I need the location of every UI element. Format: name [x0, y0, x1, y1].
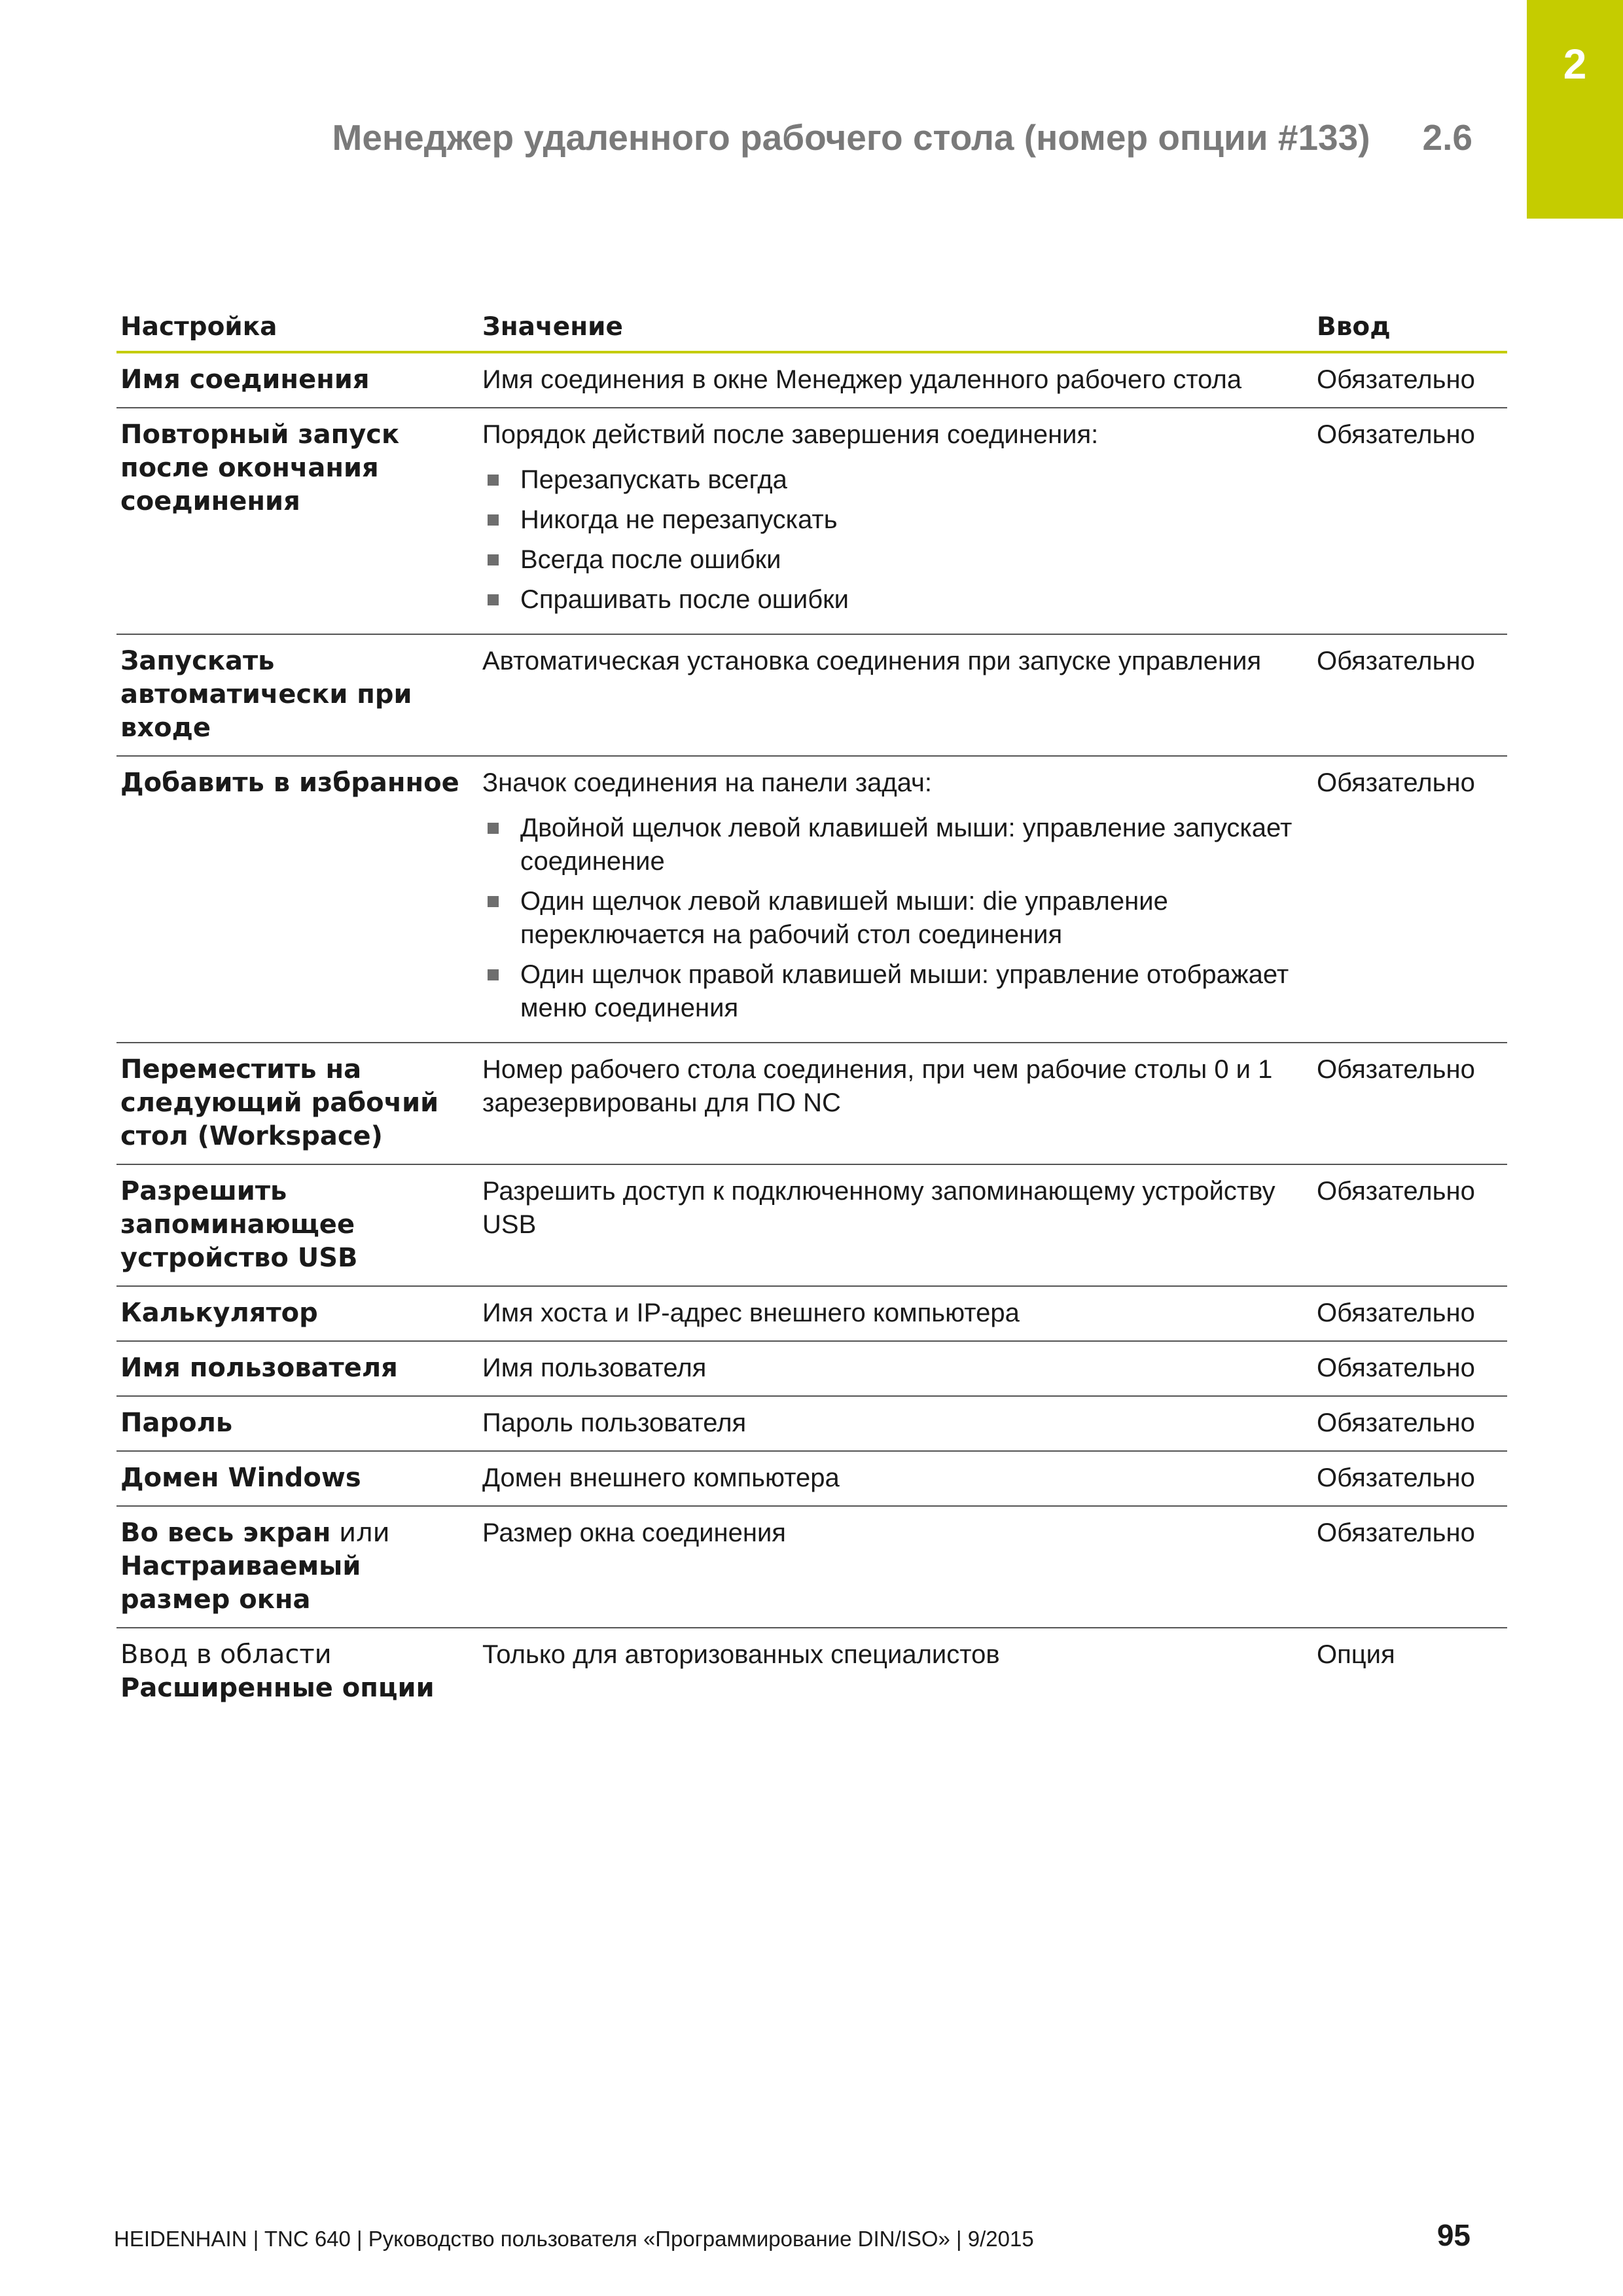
entry-cell: Обязательно: [1313, 1341, 1507, 1396]
value-cell: Пароль пользователя: [478, 1396, 1313, 1451]
setting-cell: Калькулятор: [116, 1286, 478, 1341]
settings-table: [116, 304, 1507, 1715]
setting-cell: Запускать автоматически при входе: [116, 634, 478, 756]
bullet-item: Перезапускать всегда: [482, 463, 1309, 497]
entry-cell: Обязательно: [1313, 1043, 1507, 1164]
setting-cell: Пароль: [116, 1396, 478, 1451]
setting-option-fullscreen: Во весь экран: [120, 1518, 331, 1548]
table-row: [116, 1043, 1507, 1164]
running-header: [196, 117, 1472, 158]
value-cell: [478, 408, 1313, 634]
bullet-item: Один щелчок левой клавишей мыши: die управление переключается на рабочий стол соединения: [482, 885, 1309, 952]
setting-option-custom-size: Настраиваемый размер окна: [120, 1551, 361, 1615]
table-row: [116, 1451, 1507, 1506]
value-cell: Автоматическая установка соединения при запуске управления: [478, 634, 1313, 756]
entry-cell: Опция: [1317, 1640, 1395, 1669]
value-cell: [478, 756, 1313, 1043]
header-title: Менеджер удаленного рабочего стола (номер опции #133): [332, 117, 1370, 158]
column-header-entry: Ввод: [1313, 304, 1507, 352]
table-row: [116, 352, 1507, 408]
column-header-setting: Настройка: [116, 304, 478, 352]
entry-cell: Обязательно: [1313, 634, 1507, 756]
setting-cell: Добавить в избранное: [116, 756, 478, 1043]
entry-cell: Обязательно: [1313, 1451, 1507, 1506]
value-cell: Размер окна соединения: [478, 1506, 1313, 1628]
bullet-list: [482, 812, 1309, 1025]
table-row: [116, 1286, 1507, 1341]
setting-cell: Домен Windows: [116, 1451, 478, 1506]
entry-cell: Обязательно: [1313, 756, 1507, 1043]
table-row: [116, 634, 1507, 756]
entry-cell: Обязательно: [1313, 1506, 1507, 1628]
value-cell: Имя пользователя: [478, 1341, 1313, 1396]
value-text: Порядок действий после завершения соединения:: [482, 420, 1099, 449]
entry-cell: Обязательно: [1313, 1396, 1507, 1451]
value-cell: Номер рабочего стола соединения, при чем рабочие столы 0 и 1 зарезервированы для ПО NC: [478, 1043, 1313, 1164]
bullet-item: Один щелчок правой клавишей мыши: управление отображает меню соединения: [482, 958, 1309, 1025]
table-row: [116, 408, 1507, 634]
table-row: [116, 1628, 1507, 1715]
value-cell: Имя хоста и IP-адрес внешнего компьютера: [478, 1286, 1313, 1341]
setting-cell: Разрешить запоминающее устройство USB: [116, 1164, 478, 1286]
table-row: [116, 1396, 1507, 1451]
value-cell: Разрешить доступ к подключенному запоминающему устройству USB: [478, 1164, 1313, 1286]
table-header-row: [116, 304, 1507, 352]
value-cell: Домен внешнего компьютера: [478, 1451, 1313, 1506]
chapter-tab: [1527, 0, 1623, 219]
setting-connector-or: или: [330, 1518, 390, 1548]
section-number: 2.6: [1422, 117, 1472, 158]
entry-cell: Обязательно: [1313, 352, 1507, 408]
page-footer: HEIDENHAIN | TNC 640 | Руководство пользователя «Программирование DIN/ISO» | 9/2015: [114, 2227, 1034, 2251]
page-number: 95: [1436, 2218, 1471, 2252]
value-text: Значок соединения на панели задач:: [482, 768, 933, 797]
setting-cell: Переместить на следующий рабочий стол (Workspace): [116, 1043, 478, 1164]
setting-cell: [116, 1628, 478, 1715]
entry-cell: Обязательно: [1313, 1286, 1507, 1341]
bullet-item: Двойной щелчок левой клавишей мыши: управление запускает соединение: [482, 812, 1309, 878]
value-cell: Имя соединения в окне Менеджер удаленного рабочего стола: [478, 352, 1313, 408]
bullet-list: [482, 463, 1309, 617]
setting-cell: Повторный запуск после окончания соединения: [116, 408, 478, 634]
setting-advanced-options: Расширенные опции: [120, 1673, 435, 1703]
table-row: [116, 1164, 1507, 1286]
chapter-number: 2: [1563, 41, 1587, 88]
table-row: [116, 756, 1507, 1043]
bullet-item: Никогда не перезапускать: [482, 503, 1309, 537]
bullet-item: Всегда после ошибки: [482, 543, 1309, 577]
entry-cell: Обязательно: [1313, 408, 1507, 634]
bullet-item: Спрашивать после ошибки: [482, 583, 1309, 617]
setting-prefix: Ввод в области: [120, 1640, 332, 1670]
setting-cell: Имя пользователя: [116, 1341, 478, 1396]
value-cell: Только для авторизованных специалистов: [482, 1640, 1000, 1669]
table-row: [116, 1341, 1507, 1396]
column-header-value: Значение: [478, 304, 1313, 352]
table-row: [116, 1506, 1507, 1628]
entry-cell: Обязательно: [1313, 1164, 1507, 1286]
setting-cell: [116, 1506, 478, 1628]
setting-cell: Имя соединения: [116, 352, 478, 408]
